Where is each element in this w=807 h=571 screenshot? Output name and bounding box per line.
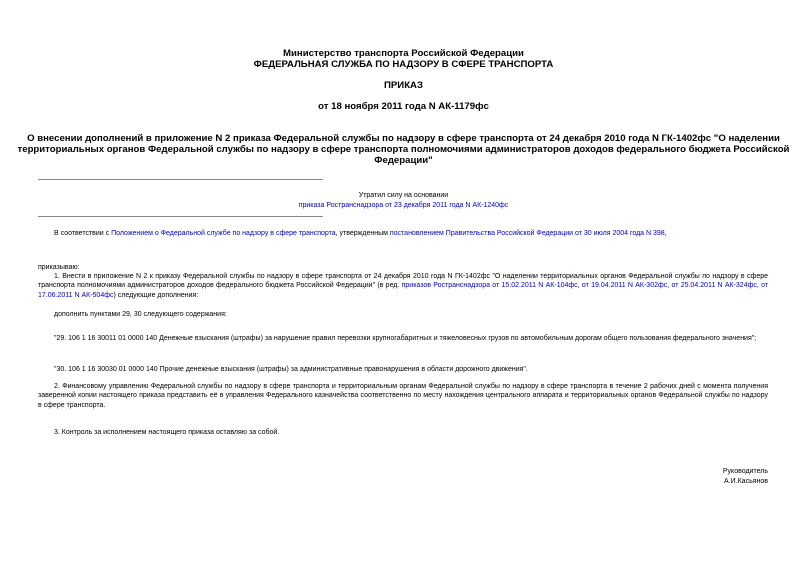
- signature-name: А.И.Касьянов: [724, 478, 768, 485]
- subject-line-2: территориальных органов Федеральной службы по надзору в сфере транспорта полномочиями администраторов доходов федерального бюджета Российской: [17, 144, 790, 155]
- regulation-link[interactable]: Положением о Федеральной службе по надзору в сфере транспорта: [111, 230, 336, 237]
- signature-title: Руководитель: [722, 468, 768, 475]
- subject-line-3: Федерации": [374, 155, 433, 166]
- divider-top: [38, 179, 323, 180]
- doc-date-number: от 18 ноября 2011 года N АК-1179фс: [318, 101, 489, 112]
- divider-bottom: [38, 216, 323, 217]
- item1-sep1: ,: [577, 282, 582, 290]
- point-29: "29. 106 1 16 30011 01 0000 140 Денежные взыскания (штрафы) за нарушение правил перевозки крупногабаритных и тяжеловесных грузов по автомобильным дорогам общего пользования федерального значения";: [54, 335, 757, 342]
- amendment-link-4[interactable]: от 17.06.2011 N АК-504фс: [38, 282, 769, 299]
- amendment-link-1[interactable]: приказов Ространснадзора от 15.02.2011 N АК-104фс: [401, 282, 578, 290]
- supplement-intro: дополнить пунктами 29, 30 следующего содержания:: [54, 311, 227, 318]
- validity-note: Утратил силу на основании: [358, 192, 449, 199]
- point-30: "30. 106 1 16 30030 01 0000 140 Прочие денежные взыскания (штрафы) за административные правонарушения в области дорожного движения".: [54, 366, 528, 373]
- item1-sep3: ,: [756, 282, 762, 290]
- order-word: приказываю:: [38, 264, 80, 271]
- item-2-paragraph: 2. Финансовому управлению Федеральной службы по надзору в сфере транспорта и территориальным органам Федеральной службы по надзору в сфере транспорта в течение 2 рабочих дней с момента получения заверенной копии настоящего приказа представить её в управления Федерального казначейства соответственно по месту нахождения центрального аппарата и территориальных органов Федеральной службы по надзору в сфере транспорта.: [38, 383, 768, 409]
- doc-type: ПРИКАЗ: [384, 80, 423, 91]
- item-3-paragraph: 3. Контроль за исполнением настоящего приказа оставляю за собой.: [54, 429, 280, 436]
- ministry-title: Министерство транспорта Российской Федерации: [283, 48, 524, 59]
- item1-end: ) следующие дополнения:: [113, 291, 199, 299]
- amendment-link-2[interactable]: от 19.04.2011 N АК-302фс: [581, 282, 668, 290]
- item1-sep2: ,: [667, 282, 672, 290]
- preamble-paragraph: [38, 229, 768, 238]
- preamble-mid: , утвержденным: [335, 230, 390, 237]
- preamble-end: ,: [664, 230, 667, 237]
- subject-line-1: О внесении дополнений в приложение N 2 приказа Федеральной службы по надзору в сфере транспорта от 24 декабря 2010 года N ГК-1402фс "О наделении: [27, 133, 780, 144]
- preamble-start: В соответствии с: [54, 230, 112, 237]
- validity-link[interactable]: [0, 201, 807, 210]
- amendment-link-3[interactable]: от 25.04.2011 N АК-324фс: [671, 282, 757, 290]
- item-1-paragraph: [38, 272, 768, 300]
- service-title: ФЕДЕРАЛЬНАЯ СЛУЖБА ПО НАДЗОРУ В СФЕРЕ ТРАНСПОРТА: [253, 59, 554, 70]
- government-decree-link[interactable]: постановлением Правительства Российской Федерации от 30 июля 2004 года N 398: [389, 230, 665, 237]
- repeal-order-link[interactable]: приказа Ространснадзора от 23 декабря 2011 года N АК-1240фс: [298, 202, 509, 209]
- item1-start: 1. Внести в приложение N 2 к приказу Федеральной службы по надзору в сфере транспорта от 24 декабря 2010 года N ГК-1402фс "О наделении территориальных органов Федеральной службы по надзору в сфере транспорта полномочиями администраторов доходов федерального бюджета Российской Федерации" (в ред.: [38, 273, 768, 290]
